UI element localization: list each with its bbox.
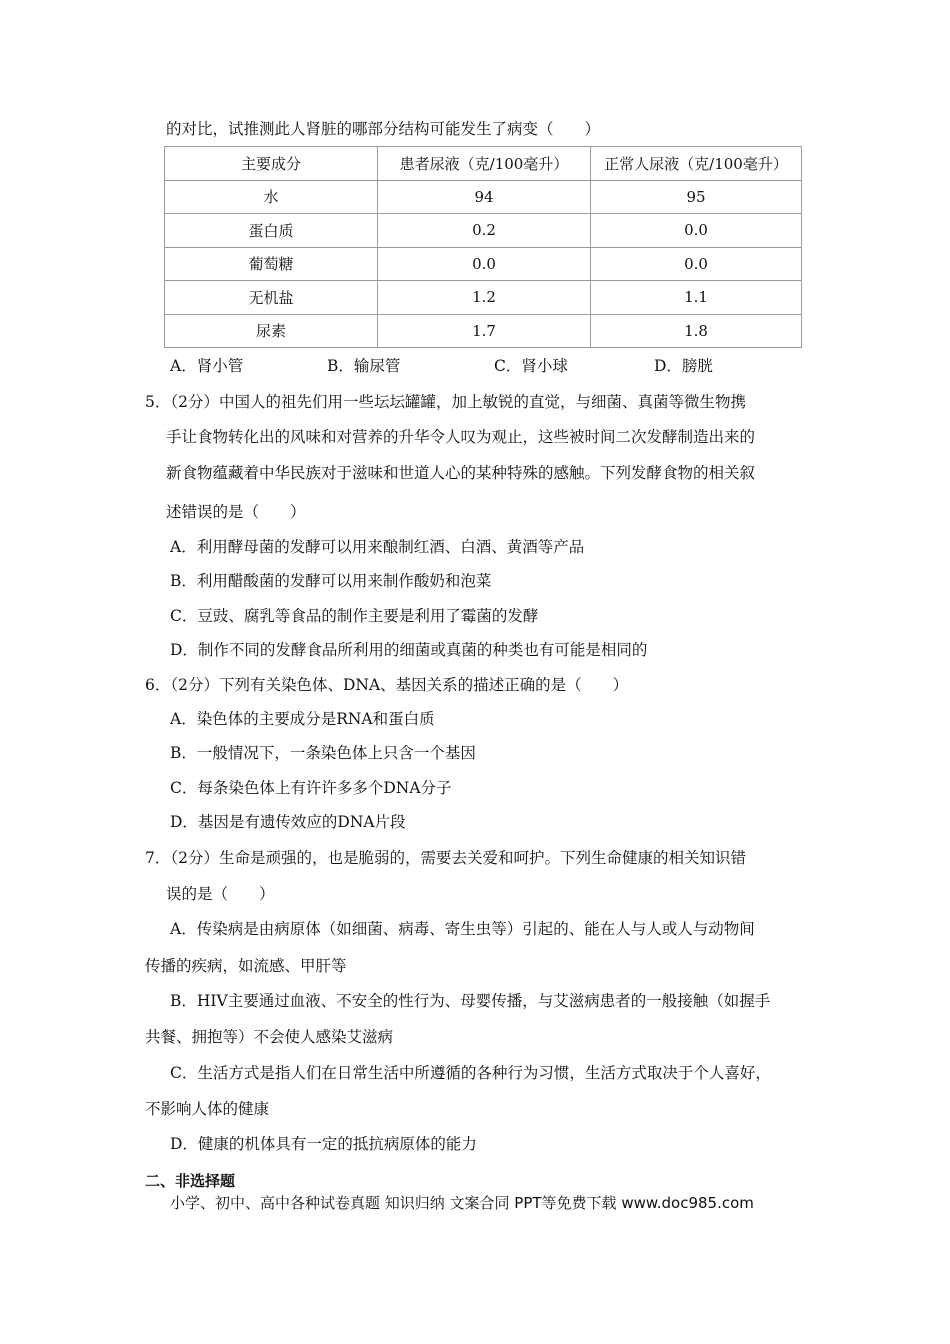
q7-option-b-line: B．HIV主要通过血液、不安全的性行为、母婴传播，与艾滋病患者的一般接触（如握手 [170,992,771,1010]
table-cell: 蛋白质 [165,214,378,248]
table-header-cell: 主要成分 [165,147,378,181]
q5-option-c: C．豆豉、腐乳等食品的制作主要是利用了霉菌的发酵 [170,607,539,625]
table-cell: 0.0 [591,214,802,248]
q5-stem-line: 述错误的是（ ） [166,503,306,521]
q5-stem-line: 5．（2分）中国人的祖先们用一些坛坛罐罐，加上敏锐的直觉，与细菌、真菌等微生物携 [145,393,746,411]
q5-stem-line: 手让食物转化出的风味和对营养的升华令人叹为观止，这些被时间二次发酵制造出来的 [166,428,756,446]
q6-option-d: D．基因是有遗传效应的DNA片段 [170,813,406,831]
q4-option-c: C．肾小球 [494,357,568,375]
footer-text: 小学、初中、高中各种试卷真题 知识归纳 文案合同 PPT等免费下载 www.doc985.com [170,1194,754,1212]
table-header-cell: 患者尿液（克/100毫升） [378,147,591,181]
table-cell: 无机盐 [165,281,378,315]
q6-stem: 6．（2分）下列有关染色体、DNA、基因关系的描述正确的是（ ） [145,676,629,694]
table-cell: 1.1 [591,281,802,315]
q5-option-a: A．利用酵母菌的发酵可以用来酿制红酒、白酒、黄酒等产品 [170,538,585,556]
table-header-cell: 正常人尿液（克/100毫升） [591,147,802,181]
table-header-row [165,147,802,181]
q5-option-d: D．制作不同的发酵食品所利用的细菌或真菌的种类也有可能是相同的 [170,641,648,659]
question-4-stem-tail: 的对比，试推测此人肾脏的哪部分结构可能发生了病变（ ） [166,120,601,138]
q7-stem-line: 7．（2分）生命是顽强的，也是脆弱的，需要去关爱和呵护。下列生命健康的相关知识错 [145,849,746,867]
table-cell: 尿素 [165,314,378,348]
table-cell: 葡萄糖 [165,247,378,281]
q6-option-c: C．每条染色体上有许许多多个DNA分子 [170,779,452,797]
q4-option-d: D．膀胱 [654,357,713,375]
table-row [165,314,802,348]
q4-option-b: B．输尿管 [327,357,401,375]
table-row [165,247,802,281]
table-cell: 94 [378,180,591,214]
table-row [165,180,802,214]
table-cell: 0.0 [591,247,802,281]
q7-option-d-line: D．健康的机体具有一定的抵抗病原体的能力 [170,1135,477,1153]
q7-option-a-line: A．传染病是由病原体（如细菌、病毒、寄生虫等）引起的、能在人与人或人与动物间 [170,920,755,938]
table-row [165,281,802,315]
q7-stem-line: 误的是（ ） [166,885,275,903]
q7-option-c-line: C．生活方式是指人们在日常生活中所遵循的各种行为习惯，生活方式取决于个人喜好， [170,1064,771,1082]
table-cell: 0.2 [378,214,591,248]
q7-option-b-line: 共餐、拥抱等）不会使人感染艾滋病 [145,1028,394,1046]
section-title: 二、非选择题 [145,1172,236,1190]
urine-comparison-table [164,146,802,348]
table-cell: 95 [591,180,802,214]
q5-stem-line: 新食物蕴藏着中华民族对于滋味和世道人心的某种特殊的感触。下列发酵食物的相关叙 [166,464,756,482]
q7-option-a-line: 传播的疾病，如流感、甲肝等 [145,957,347,975]
table-cell: 水 [165,180,378,214]
q6-option-a: A．染色体的主要成分是RNA和蛋白质 [170,710,435,728]
q7-option-c-line: 不影响人体的健康 [145,1100,270,1118]
table-cell: 1.8 [591,314,802,348]
table-cell: 1.7 [378,314,591,348]
table-cell: 1.2 [378,281,591,315]
q5-option-b: B．利用醋酸菌的发酵可以用来制作酸奶和泡菜 [170,572,492,590]
q4-option-a: A．肾小管 [170,357,244,375]
table-cell: 0.0 [378,247,591,281]
table-row [165,214,802,248]
q6-option-b: B．一般情况下，一条染色体上只含一个基因 [170,744,476,762]
